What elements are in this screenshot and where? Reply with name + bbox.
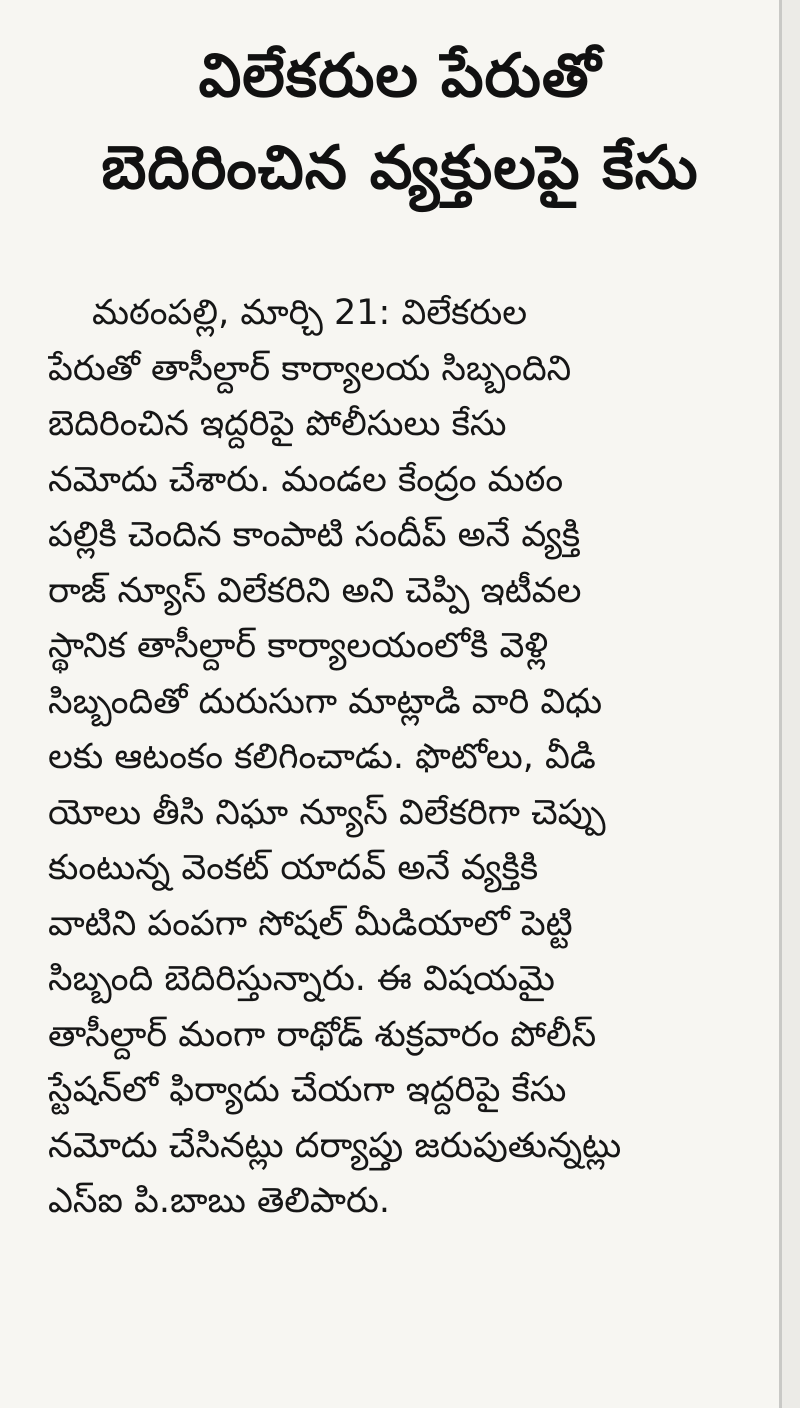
body-line: స్థానిక తాసీల్దార్ కార్యాలయంలోకి వెళ్లి [48, 626, 549, 666]
page-edge [782, 0, 800, 1408]
body-line: తాసీల్దార్ మంగా రాథోడ్ శుక్రవారం పోలీస్ [48, 1014, 597, 1055]
article-body [48, 286, 748, 1230]
body-line: నమోదు చేసినట్లు దర్యాప్తు జరుపుతున్నట్లు [48, 1125, 622, 1166]
body-line: మఠంపల్లి, మార్చి 21: విలేకరుల [92, 293, 528, 333]
body-line: యోలు తీసి నిఘా న్యూస్ విలేకరిగా చెప్పు [48, 792, 606, 833]
body-line: పేరుతో తాసీల్దార్ కార్యాలయ సిబ్బందిని [48, 348, 572, 389]
body-line: లకు ఆటంకం కలిగించాడు. ఫొటోలు, వీడి [48, 737, 596, 777]
body-line: ఎస్ఐ పి.బాబు తెలిపారు. [48, 1181, 391, 1221]
body-line: సిబ్బంది బెదిరిస్తున్నారు. ఈ విషయమై [48, 959, 555, 999]
body-line: వాటిని పంపగా సోషల్ మీడియాలో పెట్టి [48, 903, 573, 944]
body-line: సిబ్బందితో దురుసుగా మాట్లాడి వారి విధు [48, 681, 603, 722]
body-line: రాజ్ న్యూస్ విలేకరిని అని చెప్పి ఇటీవల [48, 570, 582, 611]
body-line: స్టేషన్‌లో ఫిర్యాదు చేయగా ఇద్దరిపై కేసు [48, 1070, 567, 1110]
body-line: బెదిరించిన ఇద్దరిపై పోలీసులు కేసు [48, 404, 507, 444]
body-line: కుంటున్న వెంకట్ యాదవ్ అనే వ్యక్తికి [48, 848, 539, 888]
headline-line-2: బెదిరించిన వ్యక్తులపై కేసు [101, 133, 699, 203]
article-headline [40, 30, 760, 214]
column-rule [779, 0, 782, 1408]
body-line: పల్లికి చెందిన కాంపాటి సందీప్ అనే వ్యక్తి [48, 515, 581, 555]
body-line: నమోదు చేశారు. మండల కేంద్రం మఠం [48, 459, 564, 500]
headline-line-1: విలేకరుల పేరుతో [198, 41, 602, 111]
